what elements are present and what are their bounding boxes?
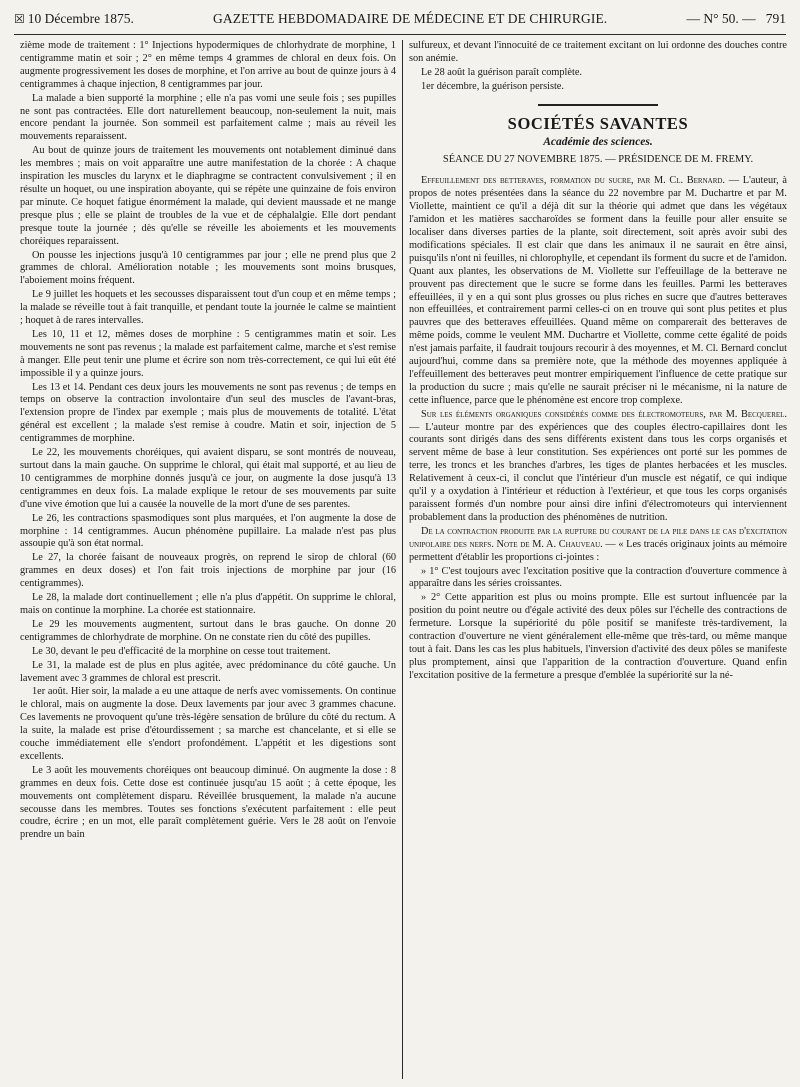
section-subtitle: Académie des sciences. — [543, 135, 653, 148]
paragraph: 1er décembre, la guérison persiste. — [421, 80, 564, 92]
article-paragraph — [409, 526, 787, 565]
left-column — [20, 40, 396, 1081]
header-right — [686, 11, 786, 27]
paragraph: sulfureux, et devant l'innocuité de ce traitement excitant on lui ordonne des douches contre son anémie. — [409, 40, 787, 64]
column-divider — [402, 40, 403, 1079]
article-paragraph — [409, 566, 787, 592]
article-lead: Sur les éléments organiques considérés comme des électromoteurs, par M. Becquerel. — — [409, 408, 787, 433]
article-lead: Effeuillement des betteraves, formation du sucre, par M. Cl. Bernard. — — [421, 175, 739, 187]
page-mark-icon: ☒ — [14, 12, 25, 26]
paragraph: zième mode de traitement : 1° Injections hypodermiques de chlorhydrate de morphine, 1 centigramme matin et soir ; 2° en même temps 4 grammes de chloral en deux fois. On augmente progressivement les doses de morphine, et l'on arrive au bout de quinze jours à 4 centigrammes à chaque injection, 8 centigrammes par jour. — [20, 40, 396, 90]
article-text: L'auteur, à propos de notes présentées dans la séance du 22 novembre par M. Duchartre et par M. Viollette, maintient ce qu'il a déjà dit sur la théorie qui admet que dans les végétaux l'amidon et les matières saccharoïdes se forment dans la feuille pour aller ensuite se localiser dans diverses parties de la plante, soit directement, soit après avoir subi des modifications spéciales. Il est clair que dans les animaux il ne saurait en être ainsi, puisqu'ils n'ont ni feuilles, ni chlorophylle, et cependant ils forment du sucre et de l'amidon. Quant aux plantes, les observations de M. Viollette sur l'effeuillage de la betterave ne prouvent pas directement que le sucre se forme dans les feuilles. Parmi les betteraves effeuillées, il y en a qui sont plus grosses ou plus riches en sucre que d'autres betteraves non effeuillées, et contrairement parmi celles-ci on en trouve qui sont plus petites et plus pauvres que des betteraves effeuillées. Quand même on comparerait des betteraves de même poids, comme le veulent MM. Duchartre et Viollette, comme cette égalité de poids n'est jamais parfaite, il faudrait toujours recourir à des moyennes, et M. Cl. Bernard conclut aujourd'hui, comme dans sa première note, que la méthode des moyennes appliquée à l'effeuillement des betteraves peut montrer empiriquement l'influence de cette pratique sur la production du sucre ; mais qu'elle ne saurait préciser ni le mécanisme, ni la nature de cette influence, parce que le phénomène est encore trop complexe. — [409, 175, 787, 406]
article-text: » 2° Cette apparition est plus ou moins prompte. Elle est surtout influencée par la position du point neutre ou d'égale activité des deux pôles sur l'échelle des contractions de fermeture. Lorsque la supériorité du pôle positif se manifeste très-tardivement, la contraction d'ouverture ne vient généralement elle-même que très-tard, ou même manque tout à fait. Dans les cas les plus habituels, l'inversion d'activité des deux pôles se manifeste plus promptement, ainsi que l'apparition de la contraction d'ouverture. Quand enfin l'excitation positive de la fermeture a presque d'emblée la supériorité sur la né- — [409, 592, 787, 681]
paragraph: Le 22, les mouvements choréiques, qui avaient disparu, se sont montrés de nouveau, surtout dans la main gauche. On supprime le chloral, qui était mal supporté, et au lieu de 10 centigrammes de morphine donnés jusqu'à ce jour, on augmente la dose jusqu'à 13 centigrammes en deux fois. La malade explique le retour de ses mouvements par suite d'une vive émotion que lui a causée la nouvelle de la mort d'une de ses parentes. — [20, 447, 396, 510]
page-header — [14, 4, 786, 35]
paragraph: Le 26, les contractions spasmodiques sont plus marquées, et l'on augmente la dose de morphine : 14 centigrammes. Aucun phénomène pupillaire. La malade n'est pas plus assoupie qu'à son état normal. — [20, 512, 396, 550]
paragraph: On pousse les injections jusqu'à 10 centigrammes par jour ; elle ne prend plus que 2 grammes de chloral. Amélioration notable ; les mouvements sont moins brusques, l'aboiement moins fréquent. — [20, 249, 396, 287]
article-lead: De la contraction produite par la rupture du courant de la pile dans le cas d'excitation unipolaire des nerfs. Note de M. A. Chauveau. — — [409, 525, 787, 550]
paragraph: Au bout de quinze jours de traitement les mouvements ont notablement diminué dans les membres ; mais on voit apparaître une autre manifestation de la chorée : A chaque inspiration les muscles du larynx et le diaphragme se contractent convulsivement ; il en résulte un hoquet, ou une inspiration aboyante, qui se répète une quinzaine de fois environ par minute. Ce hoquet fatigue énormément la malade, qui devient maussade et ne mange presque plus ; elle se plaint de troubles de la vue et de céphalalgie. Elle dort pendant presque toute la journée ; dès qu'elle se réveille les aboiements et les mouvements choréiques reparaissent. — [20, 145, 396, 247]
paragraph: Le 27, la chorée faisant de nouveaux progrès, on reprend le sirop de chloral (60 grammes en deux doses) et l'on fait trois injections de morphine par jour (16 centigrammes). — [20, 552, 396, 590]
paragraph: Le 28 août la guérison paraît complète. — [421, 66, 582, 78]
article-text: » 1° C'est toujours avec l'excitation positive que la contraction d'ouverture commence à apparaître dans les séries croissantes. — [409, 565, 787, 590]
journal-title: GAZETTE HEBDOMADAIRE DE MÉDECINE ET DE CHIRURGIE. — [213, 11, 608, 26]
article-paragraph — [409, 175, 787, 407]
right-column — [409, 40, 787, 1081]
paragraph: Le 9 juillet les hoquets et les secousses disparaissent tout d'un coup et en même temps ; la malade se réveille tout à fait tranquille, et pendant toute la journée le calme se maintient ; hoquet à de rares intervalles. — [20, 289, 396, 327]
article-paragraph — [409, 592, 787, 682]
paragraph: La malade a bien supporté la morphine ; elle n'a pas vomi une seule fois ; ses pupilles ne sont pas contractées. Elle dort naturellement beaucoup, non-seulement la nuit, mais encore pendant la journée. Son sommeil est parfaitement calme ; mais au réveil les mouvements reparaissent. — [20, 92, 396, 143]
section-title: SOCIÉTÉS SAVANTES — [507, 113, 689, 133]
section-separator — [538, 104, 658, 106]
seance-heading: SÉANCE DU 27 NOVEMBRE 1875. — PRÉSIDENCE DE M. FREMY. — [442, 154, 754, 166]
paragraph: Le 29 les mouvements augmentent, surtout dans le bras gauche. On donne 20 centigrammes de chlorhydrate de morphine. On ne constate rien du côté des pupilles. — [20, 618, 396, 643]
article-paragraph — [409, 409, 787, 525]
paragraph: Le 28, la malade dort continuellement ; elle n'a plus d'appétit. On supprime le chloral, mais on continue la morphine. La chorée est stationnaire. — [20, 592, 396, 616]
paragraph: Le 31, la malade est de plus en plus agitée, avec prédominance du côté gauche. Un lavement avec 3 grammes de chloral est prescrit. — [20, 659, 396, 684]
paragraph: Les 10, 11 et 12, mêmes doses de morphine : 5 centigrammes matin et soir. Les mouvements ne sont pas revenus ; la malade est parfaitement calme, marche et s'est remise à manger. Elle peut tenir une plume et écrire son nom très-correctement, ce qui lui eût été impossible il y a quinze jours. — [20, 328, 396, 379]
paragraph: 1er août. Hier soir, la malade a eu une attaque de nerfs avec vomissements. On continue le chloral, mais on augmente la dose. Deux lavements par jour avec 3 grammes chacune. Ces lavements ne provoquent qu'une très-légère sensation de brûlure du côté du rectum. A la suite, la malade est prise d'étourdissement ; sa marche est chancelante, et si elle se couche immédiatement elle s'endort profondément. L'appétit et les digestions sont excellents. — [20, 686, 396, 762]
issue-number: — N° 50. — — [686, 11, 756, 26]
paragraph: Les 13 et 14. Pendant ces deux jours les mouvements ne sont pas revenus ; de temps en temps on observe la contraction involontaire d'un seul des muscles de l'avant-bras, l'extension propre de l'index par exemple ; mais plus de mouvements de totalité. L'état général est excellent ; la malade s'est remise à coudre. Matin et soir, injection de 5 centigrammes de morphine. — [20, 381, 396, 445]
header-left — [14, 11, 134, 27]
header-date: 10 Décembre 1875. — [27, 11, 134, 26]
paragraph: Le 30, devant le peu d'efficacité de la morphine on cesse tout traitement. — [32, 645, 331, 657]
page-number: 791 — [765, 11, 786, 26]
article-text: L'auteur montre par des expériences que des couples électro-capillaires dont les courants sont dirigés dans des sens différents existent dans tous les corps organisés et servent même de base à leur constitution. Ses expériences ont porté sur les pommes de terre, les troncs et les branches d'arbres, les tiges de plantes herbacées et les muscles. Relativement à ceux-ci, il conclut que l'intérieur d'un muscle est négatif, ce qui indique qu'il y a oxydation à l'intérieur et réduction à l'extérieur, et que tous les corps organisés paraissent formés d'un nombre pour ainsi dire infini d'électromoteurs qui interviennent probablement dans la production des phénomènes de nutrition. — [409, 421, 787, 523]
article-text: « Les tracés originaux joints au mémoire permettent d'établir les proportions ci-jointes : — [409, 538, 787, 563]
paragraph: Le 3 août les mouvements choréiques ont beaucoup diminué. On augmente la dose : 8 grammes en deux fois. Cette dose est continuée jusqu'au 15 août ; à cette époque, les mouvements ont complètement disparu. Réveillée brusquement, la malade n'a aucune secousse dans les membres. Toutes ses fonctions s'exécutent parfaitement : elle peut coudre, écrire ; en un mot, elle paraît complètement guérie. Vers le 28 août on l'envoie prendre un bain — [20, 764, 396, 841]
